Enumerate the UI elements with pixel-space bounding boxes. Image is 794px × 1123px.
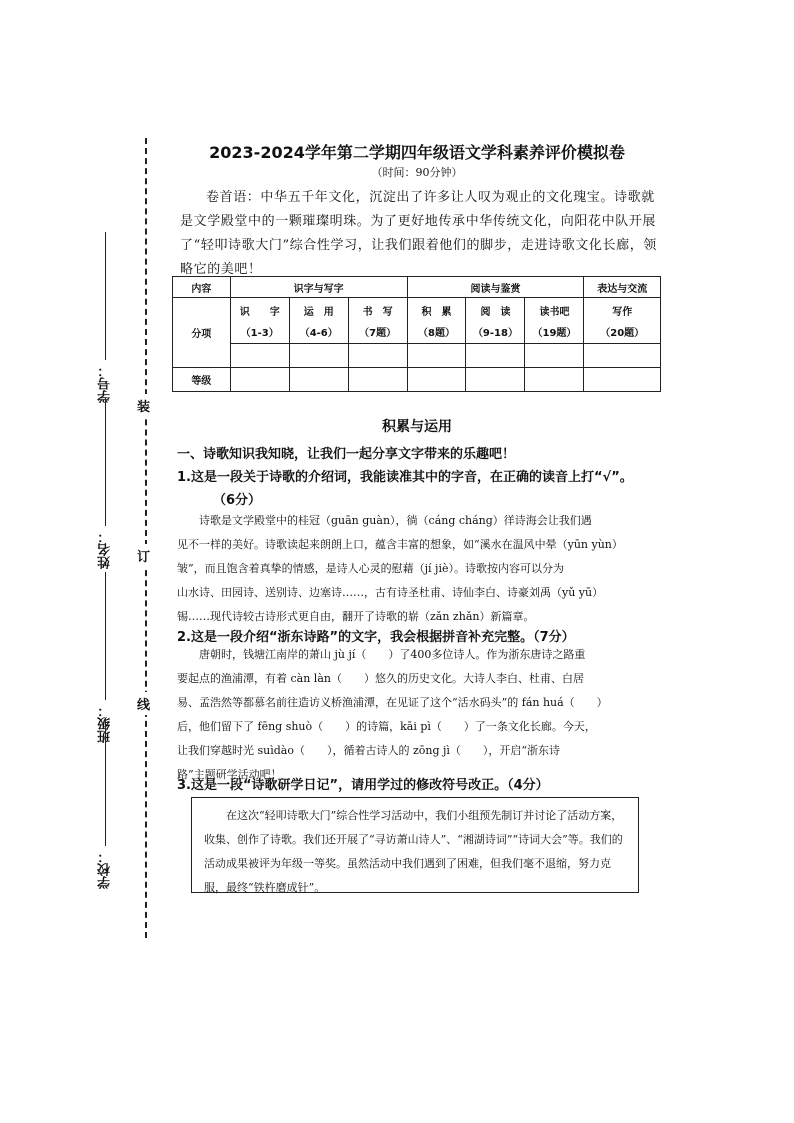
student-id-field[interactable] bbox=[96, 232, 115, 403]
school-blank[interactable] bbox=[106, 718, 107, 846]
student-id-label: 学号： bbox=[98, 364, 113, 403]
score-cell[interactable] bbox=[525, 344, 584, 368]
q2-line: 易、孟浩然等都慕名前往造访义桥渔浦潭，在见证了这个“活水码头”的 fán huá（ ） bbox=[177, 696, 608, 709]
part1-heading: 一、诗歌知识我知晓，让我们一起分享文字带来的乐趣吧！ bbox=[177, 447, 516, 462]
section-title: 积累与运用 bbox=[382, 419, 452, 435]
q2-heading: 2.这是一段介绍“浙东诗路”的文字，我会根据拼音补充完整。（7分） bbox=[177, 630, 575, 645]
score-cell[interactable] bbox=[348, 344, 407, 368]
q2-paragraph bbox=[177, 643, 667, 787]
score-item: 读书吧 （19题） bbox=[525, 298, 584, 344]
binding-mark-xian: 线 bbox=[137, 692, 150, 715]
q2-line: 让我们穿越时光 suìdào（ ），循着古诗人的 zōng jì（ ），开启“浙东诗 bbox=[177, 744, 561, 757]
score-cell[interactable] bbox=[466, 344, 525, 368]
intro-paragraph: 卷首语：中华五千年文化，沉淀出了许多让人叹为观止的文化瑰宝。诗歌就是文学殿堂中的一颗璀璨明珠。为了更好地传承中华传统文化，向阳花中队开展了“轻叩诗歌大门”综合性学习，让我们跟着他们的脚步，走进诗歌文化长廊，领略它的美吧！ bbox=[180, 190, 657, 277]
score-cell[interactable] bbox=[584, 344, 661, 368]
school-label: 学校： bbox=[98, 850, 113, 889]
grade-cell[interactable] bbox=[466, 368, 525, 392]
q1-line: 诗歌是文学殿堂中的桂冠（guān guàn），徜（cáng cháng）徉诗海会让我们遇 bbox=[199, 514, 592, 527]
name-label: 姓名： bbox=[98, 530, 113, 569]
q1-points: （6分） bbox=[213, 493, 262, 508]
school-field[interactable] bbox=[96, 718, 115, 889]
q1-heading: 1.这是一段关于诗歌的介绍词，我能读准其中的字音，在正确的读音上打“√”。 bbox=[177, 470, 633, 485]
score-item: 阅 读 （9-18） bbox=[466, 298, 525, 344]
class-label: 班级： bbox=[98, 704, 113, 743]
name-blank[interactable] bbox=[106, 398, 107, 526]
binding-mark-zhuang: 装 bbox=[137, 394, 150, 417]
q3-diary-box[interactable]: 在这次“轻叩诗歌大门”综合性学习活动中，我们小组预先制订并讨论了活动方案，收集、创作了诗歌。我们还开展了“寻访萧山诗人”、“湘湖诗词”“诗词大会”等。我们的活动成果被评为年级一等奖。虽然活动中我们遇到了困难，但我们毫不退缩，努力克服，最终“铁杵磨成针”。 bbox=[191, 797, 639, 893]
score-cell[interactable] bbox=[289, 344, 348, 368]
class-blank[interactable] bbox=[106, 572, 107, 700]
q1-line: 见不一样的美好。诗歌读起来朗朗上口，蕴含丰富的想象，如“溪水在温风中晕（yūn yùn） bbox=[177, 538, 623, 551]
score-item: 写作 （20题） bbox=[584, 298, 661, 344]
q1-line: 皱”，而且饱含着真挚的情感，是诗人心灵的慰藉（jí jiè）。诗歌按内容可以分为 bbox=[177, 562, 564, 575]
q3-heading: 3.这是一段“诗歌研学日记”，请用学过的修改符号改正。（4分） bbox=[177, 778, 549, 793]
binding-mark-ding: 订 bbox=[137, 544, 150, 567]
grade-cell[interactable] bbox=[289, 368, 348, 392]
score-table bbox=[172, 276, 661, 392]
score-item: 积 累 （8题） bbox=[407, 298, 466, 344]
binding-dashed-line bbox=[145, 138, 147, 938]
grade-cell[interactable] bbox=[407, 368, 466, 392]
name-field[interactable] bbox=[96, 398, 115, 569]
q1-line: 锡……现代诗较古诗形式更自由，翻开了诗歌的崭（zǎn zhǎn）新篇章。 bbox=[177, 610, 535, 623]
q2-line: 要起点的渔浦潭，有着 càn làn（ ）悠久的历史文化。大诗人李白、杜甫、白居 bbox=[177, 672, 584, 685]
grade-cell[interactable] bbox=[348, 368, 407, 392]
score-cell[interactable] bbox=[230, 344, 289, 368]
table-header-expression: 表达与交流 bbox=[584, 277, 661, 298]
grade-cell[interactable] bbox=[584, 368, 661, 392]
q1-paragraph bbox=[177, 509, 667, 629]
row-label-grade: 等级 bbox=[173, 368, 231, 392]
score-item: 运 用 （4-6） bbox=[289, 298, 348, 344]
score-item: 书 写 （7题） bbox=[348, 298, 407, 344]
q1-line: 山水诗、田园诗、送别诗、边塞诗……，古有诗圣杜甫、诗仙李白、诗豪刘禹（yǔ yū） bbox=[177, 586, 604, 599]
q2-line: 唐朝时，钱塘江南岸的萧山 jù jí（ ）了400多位诗人。作为浙东唐诗之路重 bbox=[199, 648, 586, 661]
student-id-blank[interactable] bbox=[106, 232, 107, 360]
grade-cell[interactable] bbox=[230, 368, 289, 392]
score-cell[interactable] bbox=[407, 344, 466, 368]
row-label-score: 分项 bbox=[173, 298, 231, 368]
score-item: 识 字 （1-3） bbox=[230, 298, 289, 344]
q2-line: 后，他们留下了 fēng shuò（ ）的诗篇，kāi pì（ ）了一条文化长廊。今天， bbox=[177, 720, 596, 733]
table-header-reading: 阅读与鉴赏 bbox=[407, 277, 584, 298]
table-header-content: 内容 bbox=[173, 277, 231, 298]
table-header-literacy: 识字与写字 bbox=[230, 277, 407, 298]
exam-time: （时间：90分钟） bbox=[371, 166, 463, 179]
q2-line: 路”主题研学活动吧！ bbox=[177, 768, 282, 781]
grade-cell[interactable] bbox=[525, 368, 584, 392]
exam-title: 2023-2024学年第二学期四年级语文学科素养评价模拟卷 bbox=[209, 143, 625, 162]
